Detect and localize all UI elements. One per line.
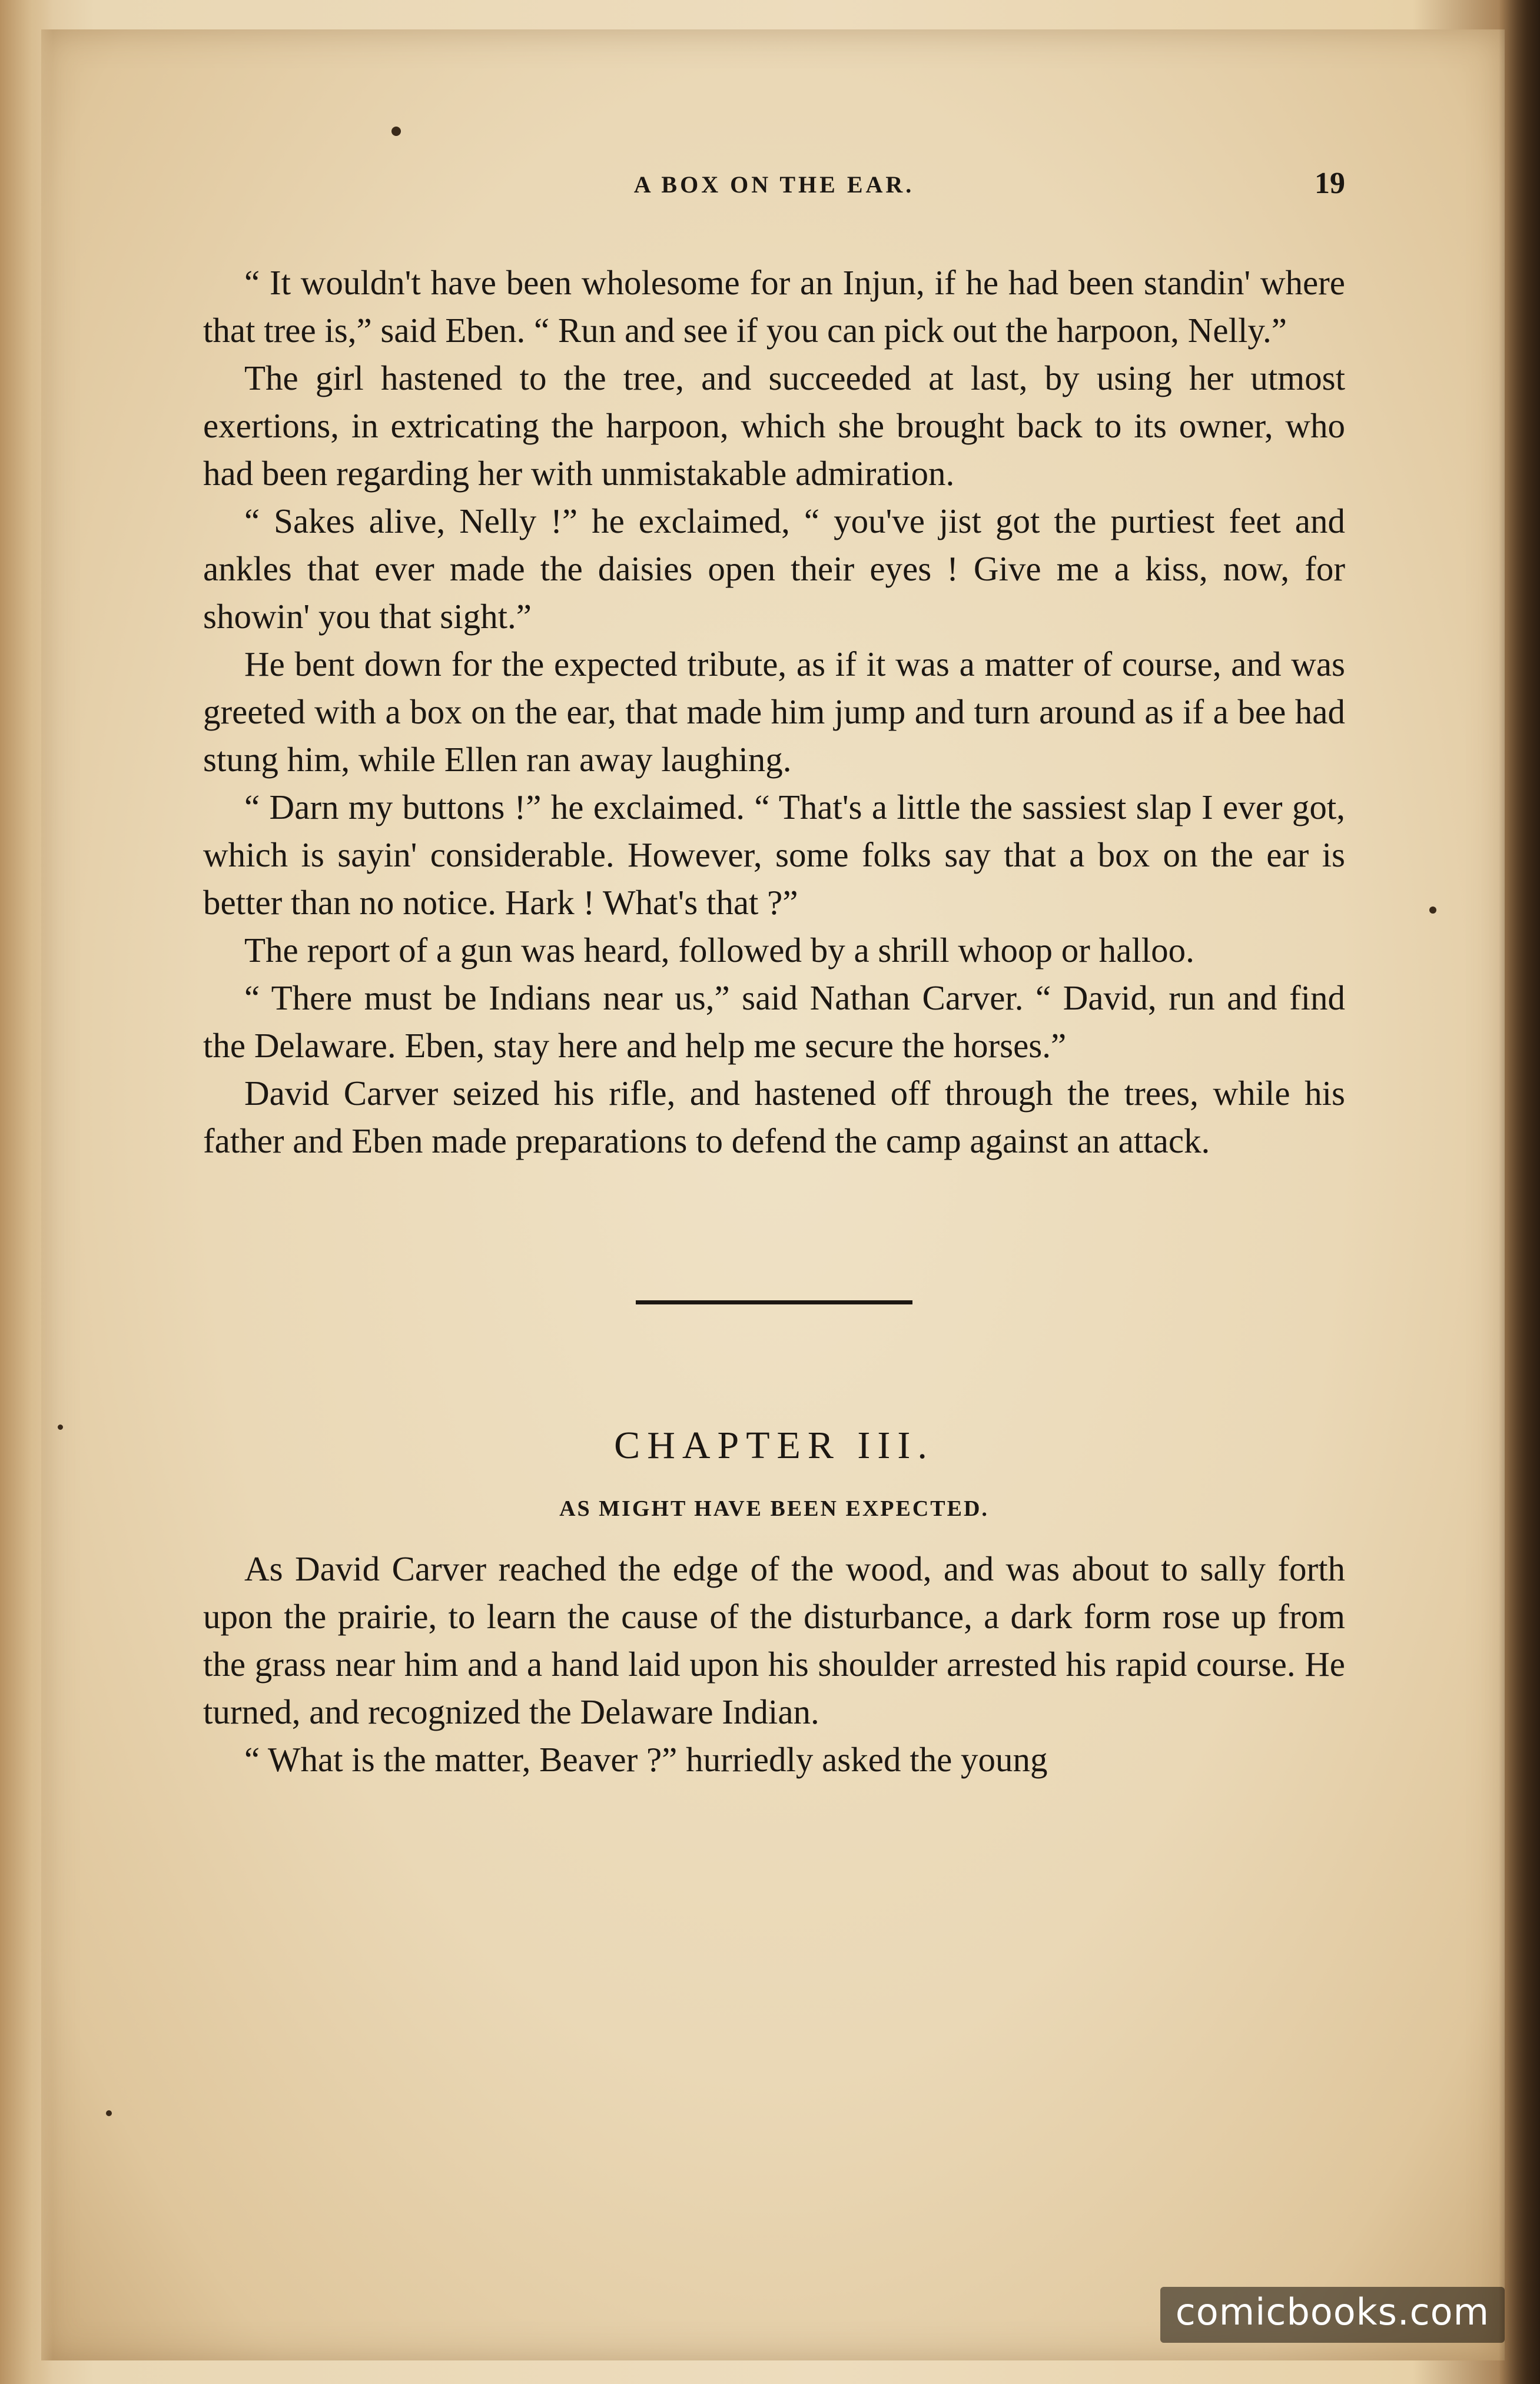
ink-speck [58, 1425, 63, 1430]
ink-speck [391, 127, 401, 136]
running-title: A BOX ON THE EAR. [633, 171, 915, 198]
site-watermark: comicbooks.com [1160, 2287, 1505, 2343]
chapter-title: CHAPTER III. [614, 1424, 934, 1467]
ink-speck [106, 2110, 112, 2116]
paragraph: “ Darn my buttons !” he exclaimed. “ That's a little the sassiest slap I ever got, which is sayin' considerable. However, some folks say that a box on the ear is better than no notice. Hark ! What's that ?” [203, 788, 1345, 922]
paragraph: “ There must be Indians near us,” said Nathan Carver. “ David, run and find the Delaware. Eben, stay here and help me secure the horses.” [203, 978, 1345, 1065]
paragraph: The report of a gun was heard, followed by a shrill whoop or halloo. [244, 931, 1194, 969]
text-block [203, 167, 1345, 1784]
page-number: 19 [1315, 167, 1345, 200]
chapter-paragraph: As David Carver reached the edge of the wood, and was about to sally forth upon the prairie, to learn the cause of the disturbance, a dark form rose up from the grass near him and a hand laid upon his shoulder arrested his rapid course. He turned, and recognized the Delaware Indian. [203, 1549, 1345, 1731]
chapter-paragraph: “ What is the matter, Beaver ?” hurriedly asked the young [244, 1740, 1048, 1779]
paragraph: The girl hastened to the tree, and succeeded at last, by using her utmost exertions, in extricating the harpoon, which she brought back to its owner, who had been regarding her with unmistakable admiration. [203, 358, 1345, 493]
running-head [203, 167, 1345, 212]
paragraph: David Carver seized his rifle, and hastened off through the trees, while his father and Eben made preparations to defend the camp against an attack. [203, 1074, 1345, 1160]
book-spine [0, 0, 53, 2384]
ink-speck [1429, 907, 1436, 914]
binding-edge [1499, 0, 1540, 2384]
paragraph: He bent down for the expected tribute, as if it was a matter of course, and was greeted with a box on the ear, that made him jump and turn around as if a bee had stung him, while Ellen ran away laughing. [203, 645, 1345, 779]
section-divider [636, 1300, 912, 1304]
paragraph: “ Sakes alive, Nelly !” he exclaimed, “ you've jist got the purtiest feet and ankles that ever made the daisies open their eyes ! Give me a kiss, now, for showin' you that sight.” [203, 502, 1345, 636]
paragraph: “ It wouldn't have been wholesome for an Injun, if he had been standin' where that tree is,” said Eben. “ Run and see if you can pick out the harpoon, Nelly.” [203, 263, 1345, 350]
chapter-subtitle: AS MIGHT HAVE BEEN EXPECTED. [559, 1496, 989, 1521]
